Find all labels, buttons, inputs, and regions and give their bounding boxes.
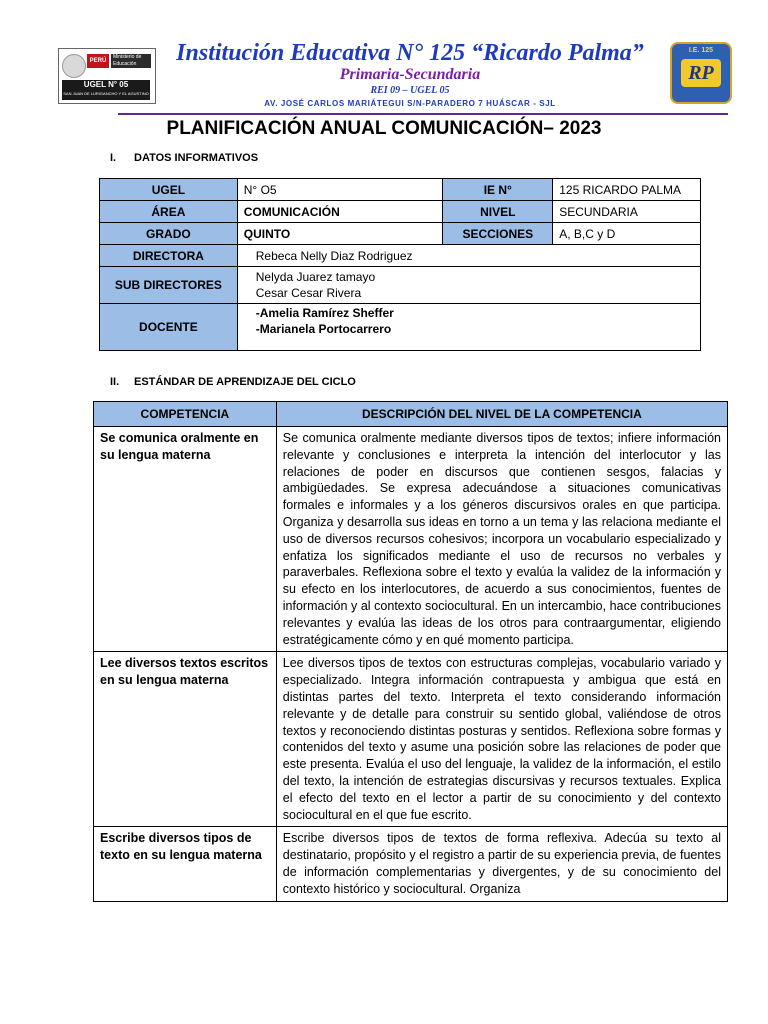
competencia-name: Se comunica oralmente en su lengua materna (94, 427, 277, 652)
table-row (94, 427, 728, 652)
secciones-label: SECCIONES (443, 223, 553, 245)
info-table (99, 178, 701, 351)
institution-address: AV. JOSÉ CARLOS MARIÁTEGUI S/N-PARADERO 7 HUÁSCAR - SJL (264, 99, 556, 108)
docente-name: -Marianela Portocarrero (255, 322, 392, 336)
table-row (94, 652, 728, 827)
ugel-label: UGEL (100, 179, 238, 201)
section-heading-datos (110, 152, 258, 165)
competencia-description: Escribe diversos tipos de textos de forma reflexiva. Adecúa su texto al destinatario, propósito y el registro a partir de su experiencia previa, de fuentes de información complementarias y divergentes, y de su conocimiento del contexto histórico y sociocultural. Organiza (276, 827, 727, 901)
table-header-row (94, 402, 728, 427)
competencia-header: COMPETENCIA (94, 402, 277, 427)
institution-rei: REI 09 – UGEL 05 (370, 85, 450, 96)
ie-label: IE N° (443, 179, 553, 201)
school-emblem (670, 42, 732, 104)
competencia-name: Lee diversos textos escritos en su lengua materna (94, 652, 277, 827)
table-row (100, 223, 701, 245)
section-number: I. (110, 152, 117, 164)
subdirectores-label: SUB DIRECTORES (100, 267, 238, 304)
competencia-description: Se comunica oralmente mediante diversos tipos de textos; infiere información relevante y conclusiones e interpreta la intención del interlocutor y las relaciones de poder en discursos que contienen sesgos, falacias y ambigüedades. Se expresa adecuándose a situaciones comunicativas formales e informales y a los géneros discursivos orales en que participa. Organiza y desarrolla sus ideas en torno a un tema y las relaciona mediante el uso de diversos recursos cohesivos; incorpora un vocabulario especializado y enfatiza los significados mediante el uso de recursos no verbales y paraverbales. Reflexiona sobre el texto y evalúa la validez de la información y su efecto en los interlocutores, de acuerdo a sus conocimientos, fuentes de información y al contexto sociocultural. En un intercambio, hace contribuciones relevantes y evalúa las ideas de los otros para contraargumentar, eligiendo estratégicamente cómo y en qué momento participa. (276, 427, 727, 652)
institution-name: Institución Educativa N° 125 “Ricardo Palma” (176, 40, 644, 66)
table-row (94, 827, 728, 901)
emblem-initials: RP (681, 59, 721, 87)
document-header (0, 0, 768, 118)
section-number: II. (110, 376, 120, 388)
grado-label: GRADO (100, 223, 238, 245)
ugel-value: N° O5 (237, 179, 443, 201)
table-row (100, 201, 701, 223)
page-title: PLANIFICACIÓN ANUAL COMUNICACIÓN– 2023 (166, 118, 602, 139)
institution-subtitle: Primaria-Secundaria (339, 66, 481, 83)
section-title: ESTÁNDAR DE APRENDIZAJE DEL CICLO (134, 376, 356, 388)
docente-value (237, 304, 700, 351)
grado-value: QUINTO (237, 223, 443, 245)
nivel-value: SECUNDARIA (553, 201, 701, 223)
table-row (100, 245, 701, 267)
ugel-logo-text (62, 80, 150, 100)
subdirector-name: Cesar Cesar Rivera (255, 286, 362, 300)
docente-label: DOCENTE (100, 304, 238, 351)
ugel-logo-sub: SAN JUAN DE LURIGANCHO Y EL AGUSTINO (63, 91, 149, 96)
section-title: DATOS INFORMATIVOS (134, 152, 259, 164)
directora-value: Rebeca Nelly Diaz Rodriguez (237, 245, 700, 267)
competencias-table (93, 401, 728, 902)
directora-label: DIRECTORA (100, 245, 238, 267)
section-heading-estandar (110, 376, 356, 389)
subdirector-name: Nelyda Juarez tamayo (255, 270, 376, 284)
shield-icon (62, 54, 86, 78)
table-row (100, 267, 701, 304)
area-value: COMUNICACIÓN (237, 201, 443, 223)
ie-value: 125 RICARDO PALMA (553, 179, 701, 201)
ugel-logo (58, 48, 156, 104)
peru-label: PERÚ (87, 54, 109, 68)
table-row (100, 179, 701, 201)
secciones-value: A, B,C y D (553, 223, 701, 245)
table-row (100, 304, 701, 351)
subdirectores-value (237, 267, 700, 304)
descripcion-header: DESCRIPCIÓN DEL NIVEL DE LA COMPETENCIA (276, 402, 727, 427)
docente-name: -Amelia Ramírez Sheffer (255, 306, 394, 320)
area-label: ÁREA (100, 201, 238, 223)
emblem-ie: I.E. 125 (688, 47, 714, 54)
competencia-name: Escribe diversos tipos de texto en su lengua materna (94, 827, 277, 901)
header-divider (118, 113, 728, 115)
competencia-description: Lee diversos tipos de textos con estructuras complejas, vocabulario variado y especializado. Integra información contrapuesta y ambigua que está en distintas partes del texto. Interpreta el texto considerando información relevante y de detalle para construir su sentido global, valiéndose de otros textos y reconociendo distintas posturas y sentidos. Reflexiona sobre formas y contenidos del texto y asume una posición sobre las relaciones de poder que este presenta. Evalúa el uso del lenguaje, la validez de la información, el estilo del texto, la intención de estrategias discursivas y recursos textuales. Explica el efecto del texto en el lector a partir de su conocimiento y del contexto sociocultural en el que fue escrito. (276, 652, 727, 827)
nivel-label: NIVEL (443, 201, 553, 223)
ugel-logo-name: UGEL N° 05 (83, 80, 129, 89)
ministerio-label: Ministerio de Educación (111, 54, 151, 68)
